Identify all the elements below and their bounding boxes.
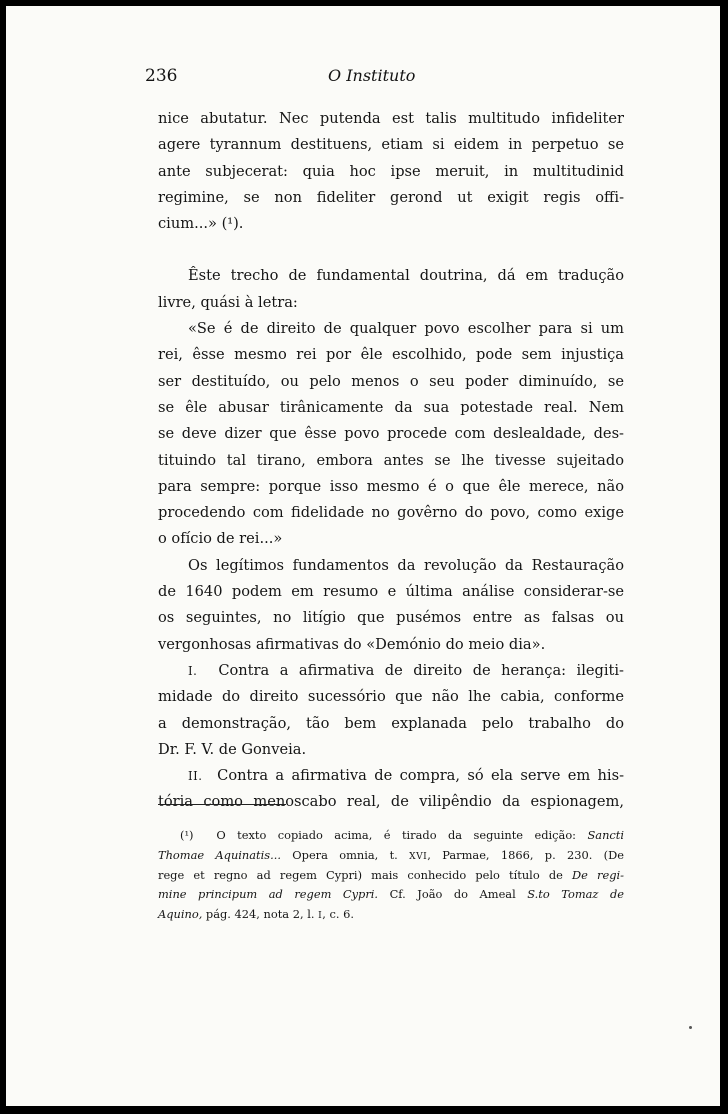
text-line: ser destituído, ou pelo menos o seu poder diminuído, se	[158, 372, 624, 390]
text-line: procedendo com fidelidade no govêrno do povo, como exige	[158, 504, 624, 522]
text-segment: S.to Tomaz de	[527, 887, 624, 902]
text-segment: , Parmae, 1866, p. 230. (De	[427, 847, 625, 862]
footnote-line	[158, 846, 624, 866]
text-segment: Thomae Aquinatis...	[158, 847, 281, 862]
footnote-marker: (¹)	[180, 828, 194, 842]
text-line: a demonstração, tão bem explanada pelo trabalho do	[158, 714, 624, 732]
list-item-line	[158, 658, 624, 684]
item-marker: I.	[188, 663, 198, 678]
text-line: de 1640 podem em resumo e última análise considerar-se	[158, 583, 624, 601]
footnote-line	[158, 905, 624, 925]
footnote-line	[158, 826, 624, 846]
footnote	[158, 826, 624, 925]
text-segment: XVI	[409, 851, 428, 862]
text-line: vergonhosas afirmativas do «Demónio do meio dia».	[158, 635, 546, 653]
footnote-line	[158, 885, 624, 905]
text-line: nice abutatur. Nec putenda est talis multitudo infideliter	[158, 110, 624, 127]
text-line: midade do direito sucessório que não lhe cabia, conforme	[158, 688, 624, 706]
footnote-line	[158, 866, 624, 886]
list-item-line	[158, 763, 624, 789]
text-segment: rege et regno ad regem Cypri) mais conhecido pelo título de	[158, 867, 573, 882]
text-line: cium...» (¹).	[158, 215, 244, 233]
page-number: 236	[145, 66, 178, 86]
text-segment: Aquino,	[158, 907, 203, 922]
text-segment: De regi-	[572, 867, 625, 882]
text-segment: Contra a afirmativa de compra, só ela serve em his-	[217, 767, 625, 785]
text-segment: pág. 424, nota 2, l.	[202, 907, 319, 922]
footnote-rule	[158, 804, 286, 805]
text-line: ante subjecerat: quia hoc ipse meruit, in multitudinid	[158, 162, 624, 180]
text-segment: Contra a afirmativa de direito de herança: ilegiti-	[218, 661, 624, 679]
text-line: se êle abusar tirânicamente da sua potestade real. Nem	[158, 398, 624, 416]
text-line: os seguintes, no litígio que pusémos entre as falsas ou	[158, 609, 624, 627]
text-line: para sempre: porque isso mesmo é o que êle merece, não	[158, 477, 624, 495]
text-line: Os legítimos fundamentos da revolução da Restauração	[188, 556, 624, 574]
text-line: Dr. F. V. de Gonveia.	[158, 740, 307, 758]
text-segment: mine principum ad regem Cypri.	[158, 887, 379, 902]
item-marker: II.	[188, 769, 203, 784]
text-line: regimine, se non fideliter gerond ut exigit regis offi-	[158, 188, 624, 206]
running-title: O Instituto	[328, 66, 416, 85]
text-line: tituindo tal tirano, embora antes se lhe tivesse sujeitado	[158, 451, 624, 469]
text-segment: O texto copiado acima, é tirado da seguinte edição:	[216, 828, 588, 842]
text-line: se deve dizer que êsse povo procede com deslealdade, des-	[158, 425, 624, 443]
text-line: agere tyrannum destituens, etiam si eidem in perpetuo se	[158, 136, 624, 154]
text-line: Êste trecho de fundamental doutrina, dá em tradução	[188, 267, 624, 285]
text-segment: I	[318, 911, 323, 922]
text-segment: Sancti	[587, 828, 624, 842]
book-page	[6, 6, 720, 1106]
scan-speck	[689, 1026, 692, 1029]
text-segment: , c. 6.	[322, 907, 354, 922]
text-line: «Se é de direito de qualquer povo escolher para si um	[188, 320, 624, 338]
text-line: o ofício de rei...»	[158, 530, 283, 548]
body-text	[158, 106, 624, 816]
text-line: rei, êsse mesmo rei por êle escolhido, pode sem injustiça	[158, 346, 624, 364]
text-line: tória como menoscabo real, de vilipêndio da espionagem,	[158, 793, 624, 811]
text-segment: Cf. João do Ameal	[378, 887, 528, 902]
page-header	[6, 66, 720, 90]
text-segment: Opera omnia, t.	[281, 847, 410, 862]
text-line: livre, quási à letra:	[158, 293, 298, 311]
